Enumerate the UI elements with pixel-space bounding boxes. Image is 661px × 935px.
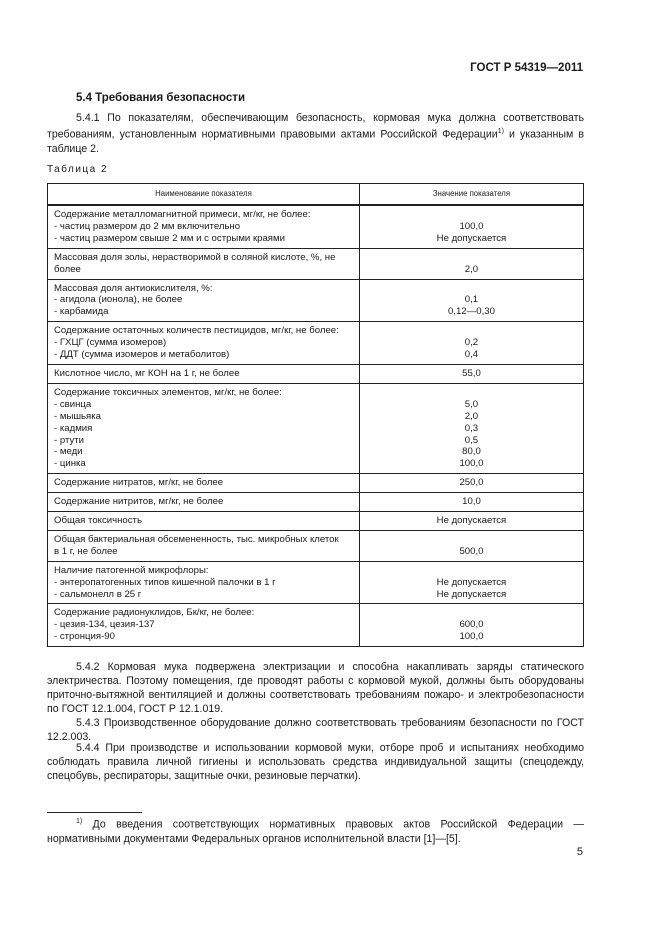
indicator-name-line: - свинца	[54, 398, 92, 410]
document-code: ГОСТ Р 54319—2011	[470, 62, 583, 74]
table-row	[48, 383, 584, 473]
requirements-table	[47, 183, 584, 647]
indicator-name-line: - ГХЦГ (сумма изомеров)	[54, 337, 167, 349]
indicator-value-cell	[359, 205, 583, 248]
indicator-name-cell	[48, 322, 360, 365]
indicator-value-cell	[359, 322, 583, 365]
paragraph-5-4-2: 5.4.2 Кормовая мука подвержена электризации и способна накапливать заряды статического электричества. Поэтому помещения, где проводят работы с кормовой мукой, должны быть оборудованы приточно-вытяжной вентиляцией и должны соответствовать требованиям пожаро- и электробезопасности по ГОСТ 12.1.004, ГОСТ Р 12.1.019.	[47, 661, 584, 715]
indicator-name-cell	[48, 364, 360, 383]
indicator-name-line: Наличие патогенной микрофлоры:	[54, 564, 209, 576]
indicator-name-line: Общая бактериальная обсемененность, тыс. микробных клеток	[54, 533, 339, 545]
indicator-value-line: 5,0	[464, 398, 479, 410]
column-header-value: Значение показателя	[359, 184, 583, 206]
indicator-name-line: Массовая доля золы, нерастворимой в соляной кислоте, %, не	[54, 251, 336, 263]
indicator-name-cell	[48, 383, 360, 473]
indicator-name-line: Содержание нитритов, мг/кг, не более	[54, 496, 224, 508]
paragraph-5-4-3: 5.4.3 Производственное оборудование должно соответствовать требованиям безопасности по ГОСТ 12.2.003.	[47, 717, 584, 743]
table-row	[48, 205, 584, 248]
indicator-name-line: - энтеропатогенных типов кишечной палочки в 1 г	[54, 576, 276, 588]
indicator-name-line: более	[54, 263, 81, 275]
indicator-value-line: Не допускается	[436, 588, 507, 600]
indicator-value-line: 250,0	[459, 477, 484, 489]
indicator-value-cell	[359, 512, 583, 531]
indicator-name-cell	[48, 279, 360, 322]
indicator-name-line: - цезия-134, цезия-137	[54, 619, 155, 631]
indicator-value-cell	[359, 561, 583, 604]
table-row	[48, 279, 584, 322]
indicator-value-line: 100,0	[459, 220, 484, 232]
indicator-value-line: 2,0	[464, 410, 479, 422]
indicator-name-line: - мышьяка	[54, 410, 101, 422]
indicator-name-line: - карбамида	[54, 306, 109, 318]
indicator-name-cell	[48, 512, 360, 531]
indicator-value-cell	[359, 364, 583, 383]
indicator-name-line: - меди	[54, 446, 83, 458]
indicator-name-line: - кадмия	[54, 422, 93, 434]
paragraph-5-4-4: 5.4.4 При производстве и использовании кормовой муки, отборе проб и испытаниях необходимо соблюдать правила личной гигиены и использовать средства индивидуальной защиты (спецодежду, спецобувь, респираторы, защитные очки, резиновые перчатки).	[47, 742, 584, 782]
indicator-name-line: Содержание нитратов, мг/кг, не более	[54, 477, 224, 489]
indicator-value-line: 500,0	[459, 545, 484, 557]
indicator-value-line: 0,1	[464, 294, 479, 306]
table-row	[48, 604, 584, 647]
paragraph-text: 5.4.1 По показателям, обеспечивающим безопасность, кормовая мука должна соответствовать требованиям, установленным нормативными правовыми актами Российской Федерации	[47, 112, 584, 141]
table-row	[48, 364, 584, 383]
indicator-value-line: 55,0	[462, 367, 481, 379]
indicator-name-line: Общая токсичность	[54, 515, 142, 527]
indicator-name-line: - ДДТ (сумма изомеров и метаболитов)	[54, 349, 230, 361]
indicator-name-line: - агидола (ионола), не более	[54, 294, 183, 306]
indicator-name-line: - цинка	[54, 458, 86, 470]
indicator-name-line: Содержание токсичных элементов, мг/кг, не более:	[54, 386, 282, 398]
indicator-name-cell	[48, 493, 360, 512]
table-header-row	[48, 184, 584, 206]
indicator-name-line: - стронция-90	[54, 631, 115, 643]
indicator-value-cell	[359, 383, 583, 473]
indicator-value-line: 0,5	[464, 434, 479, 446]
indicator-value-cell	[359, 493, 583, 512]
indicator-name-cell	[48, 530, 360, 561]
indicator-value-line: 10,0	[462, 496, 481, 508]
indicator-value-line: 80,0	[462, 446, 481, 458]
indicator-value-line: 0,3	[464, 422, 479, 434]
paragraph-tail: и указанным в таблице 2.	[47, 128, 584, 155]
indicator-name-line: - частиц размером до 2 мм включительно	[54, 220, 241, 232]
indicator-name-cell	[48, 205, 360, 248]
indicator-name-line: - сальмонелл в 25 г	[54, 588, 142, 600]
indicator-value-line: 100,0	[459, 631, 484, 643]
indicator-name-cell	[48, 604, 360, 647]
indicator-name-line: Содержание остаточных количеств пестицидов, мг/кг, не более:	[54, 325, 339, 337]
indicator-name-cell	[48, 474, 360, 493]
indicator-name-line: Массовая доля антиокислителя, %:	[54, 282, 213, 294]
indicator-value-cell	[359, 530, 583, 561]
indicator-name-line: в 1 г, не более	[54, 545, 118, 557]
indicator-name-line: - частиц размером свыше 2 мм и с острыми краями	[54, 232, 285, 244]
indicator-value-line: 2,0	[464, 263, 479, 275]
indicator-value-line: 100,0	[459, 458, 484, 470]
indicator-value-line: 0,12—0,30	[447, 306, 495, 318]
table-row	[48, 561, 584, 604]
table-row	[48, 322, 584, 365]
indicator-value-cell	[359, 248, 583, 279]
indicator-value-line: 600,0	[459, 619, 484, 631]
indicator-value-line: Не допускается	[436, 515, 507, 527]
indicator-name-line: Содержание радионуклидов, Бк/кг, не более:	[54, 607, 255, 619]
indicator-name-cell	[48, 561, 360, 604]
table-row	[48, 530, 584, 561]
indicator-value-line: Не допускается	[436, 576, 507, 588]
table-row	[48, 474, 584, 493]
footnote-mark: 1)	[76, 818, 83, 825]
indicator-value-line: 0,4	[464, 349, 479, 361]
indicator-name-line: - ртути	[54, 434, 85, 446]
table-row	[48, 512, 584, 531]
indicator-name-cell	[48, 248, 360, 279]
footnote-ref: 1)	[497, 128, 504, 135]
paragraph-5-4-1	[47, 111, 584, 156]
footnote-text: До введения соответствующих нормативных правовых актов Российской Федерации — нормативными документами Федеральных органов исполнительной власти [1]—[5].	[47, 818, 584, 845]
page-number: 5	[576, 846, 583, 858]
indicator-name-line: Кислотное число, мг КОН на 1 г, не более	[54, 367, 240, 379]
table-row	[48, 248, 584, 279]
indicator-value-cell	[359, 474, 583, 493]
indicator-value-cell	[359, 279, 583, 322]
column-header-name: Наименование показателя	[48, 184, 360, 206]
indicator-value-cell	[359, 604, 583, 647]
indicator-value-line: Не допускается	[436, 232, 507, 244]
table-caption: Таблица 2	[47, 164, 109, 175]
table-row	[48, 493, 584, 512]
indicator-value-line: 0,2	[464, 337, 479, 349]
indicator-name-line: Содержание металломагнитной примеси, мг/кг, не более:	[54, 209, 311, 220]
footnote	[47, 815, 584, 846]
section-title: 5.4 Требования безопасности	[76, 92, 246, 104]
footnote-divider	[47, 812, 142, 813]
